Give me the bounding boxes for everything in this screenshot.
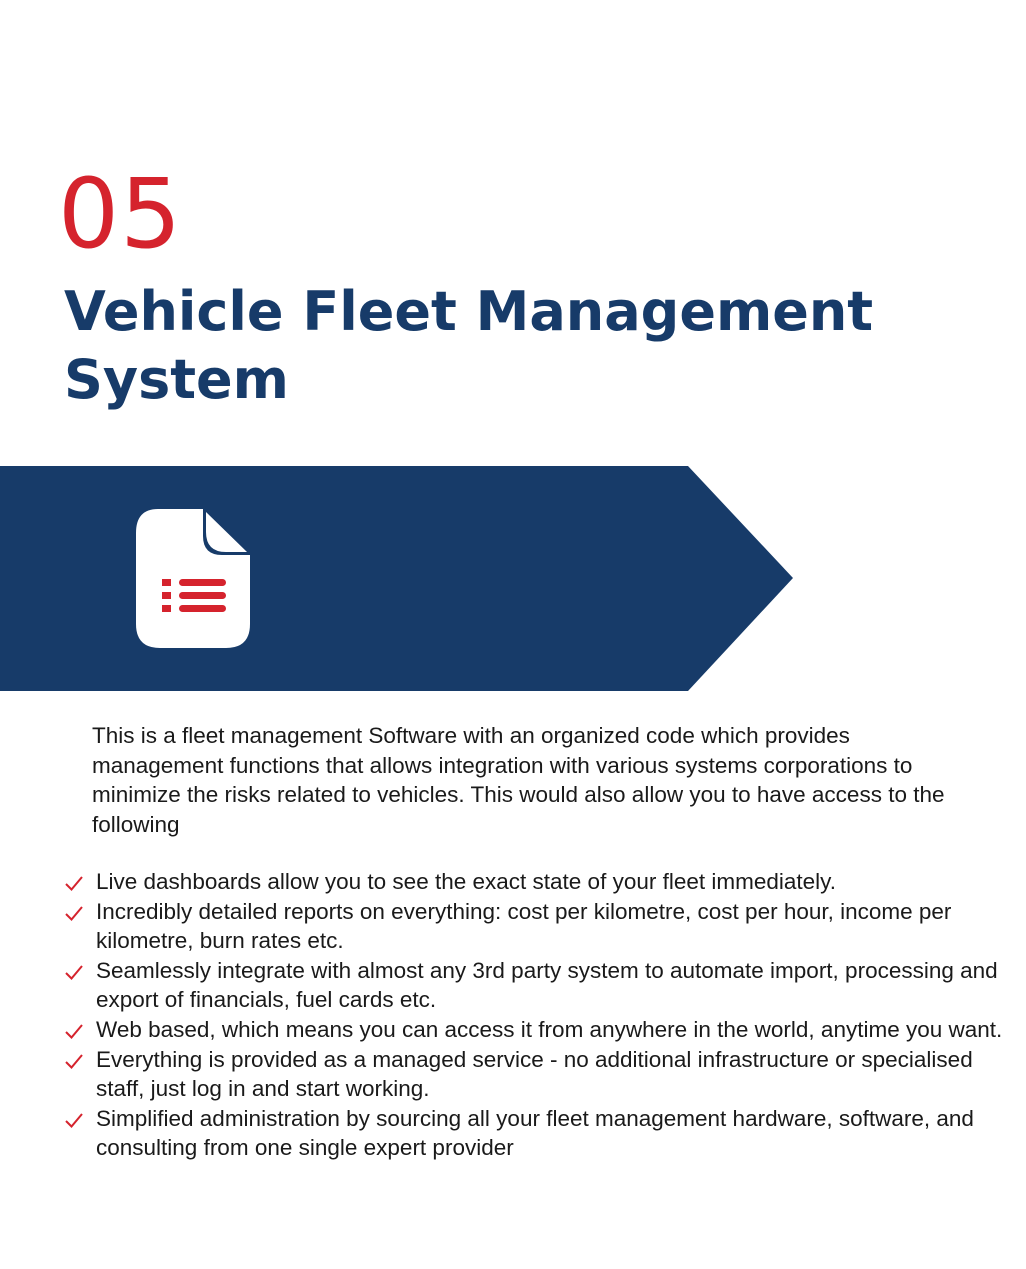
feature-item-reports	[64, 897, 1009, 956]
feature-item-dashboards	[64, 867, 1009, 897]
check-icon	[64, 1051, 84, 1071]
feature-item-integration	[64, 956, 1009, 1015]
arrow-banner	[0, 466, 794, 691]
feature-text: Web based, which means you can access it from anywhere in the world, anytime you want.	[96, 1016, 1003, 1042]
feature-item-administration	[64, 1104, 1009, 1163]
feature-list	[64, 867, 1009, 1163]
feature-text: Everything is provided as a managed service - no additional infrastructure or specialised staff, just log in and start working.	[96, 1046, 973, 1102]
check-icon	[64, 1110, 84, 1130]
check-icon	[64, 962, 84, 982]
check-icon	[64, 1021, 84, 1041]
feature-item-web-based	[64, 1015, 1009, 1045]
feature-text: Incredibly detailed reports on everything: cost per kilometre, cost per hour, income per kilometre, burn rates etc.	[96, 898, 952, 954]
intro-paragraph: This is a fleet management Software with an organized code which provides management functions that allows integration with various systems corporations to minimize the risks related to vehicles. This would also allow you to have access to the following	[92, 723, 945, 837]
check-icon	[64, 903, 84, 923]
feature-item-managed-service	[64, 1045, 1009, 1104]
section-number: 05	[58, 158, 183, 270]
feature-text: Seamlessly integrate with almost any 3rd party system to automate import, processing and export of financials, fuel cards etc.	[96, 957, 998, 1013]
banner-arrow-shape	[0, 466, 793, 691]
feature-text: Live dashboards allow you to see the exact state of your fleet immediately.	[96, 869, 836, 894]
feature-text: Simplified administration by sourcing all your fleet management hardware, software, and consulting from one single expert provider	[96, 1105, 974, 1161]
check-icon	[64, 873, 84, 893]
page-title: Vehicle Fleet Management System	[64, 280, 874, 411]
